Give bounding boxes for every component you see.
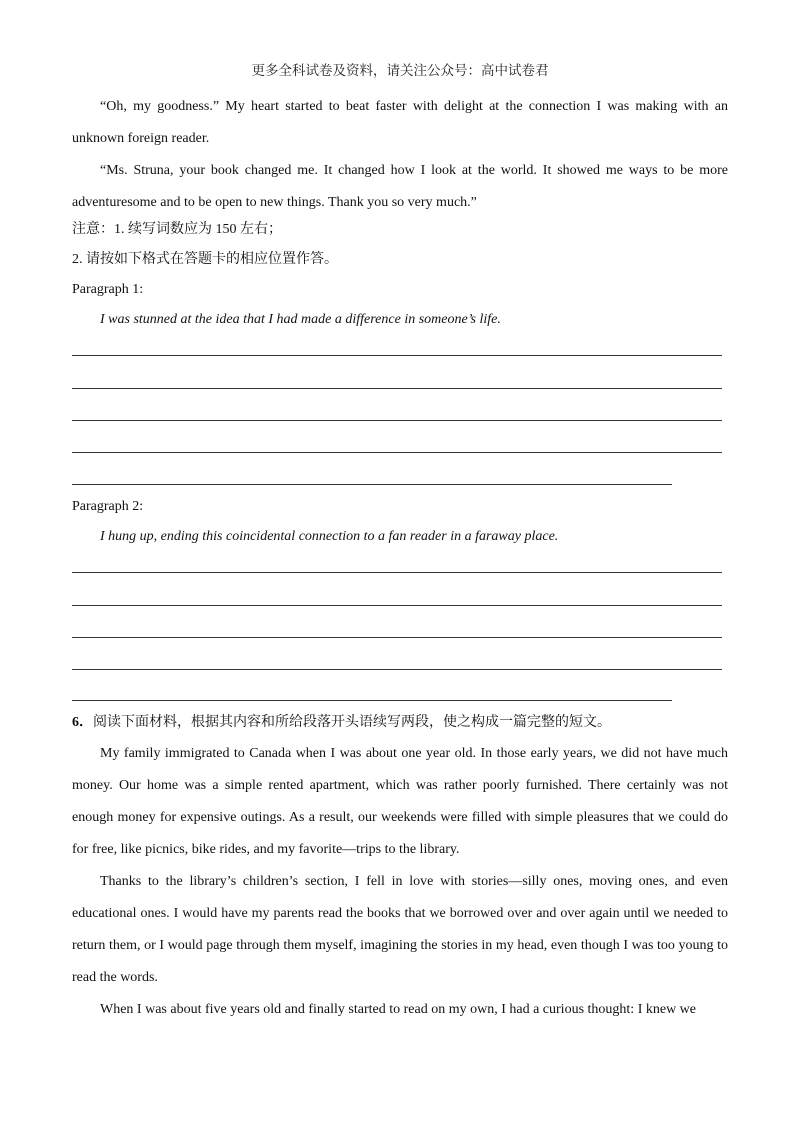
notes xyxy=(72,215,728,275)
paragraph2-label: Paragraph 2: xyxy=(72,499,144,514)
passage-paragraph: “Oh, my goodness.” My heart started to beat faster with delight at the connection I was making with an unknown foreign reader. xyxy=(72,99,728,146)
question-instruction: 阅读下面材料，根据其内容和所给段落开头语续写两段，使之构成一篇完整的短文。 xyxy=(93,715,611,730)
paragraph1-label: Paragraph 1: xyxy=(72,282,144,297)
passage-paragraph: “Ms. Struna, your book changed me. It changed how I look at the world. It showed me ways to be more adventuresome and to be open to new things. Thank you so very much.” xyxy=(72,163,728,210)
answer-line[interactable] xyxy=(72,637,722,638)
answer-line[interactable] xyxy=(72,452,722,453)
page-header: 更多全科试卷及资料，请关注公众号：高中试卷君 xyxy=(251,63,549,78)
paragraph1-section xyxy=(72,275,728,335)
answer-line[interactable] xyxy=(72,355,722,356)
answer-line[interactable] xyxy=(72,700,672,701)
answer-line[interactable] xyxy=(72,669,722,670)
answer-line[interactable] xyxy=(72,605,722,606)
question-number: 6． xyxy=(72,715,93,730)
story-paragraph: Thanks to the library’s children’s section, I fell in love with stories—silly ones, moving ones, and even educational ones. I would have my parents read the books that we borrowed over and over again until we needed to return them, or I would page through them myself, imagining the stories in my head, even though I was too young to read the words. xyxy=(72,874,728,985)
paragraph2-section xyxy=(72,492,728,552)
story-paragraph: My family immigrated to Canada when I was about one year old. In those early years, we did not have much money. Our home was a simple rented apartment, which was rather poorly furnished. There certainly was not enough money for expensive outings. As a result, our weekends were filled with simple pleasures that we could do for free, like picnics, bike rides, and my favorite—trips to the library. xyxy=(72,746,728,857)
passage-top xyxy=(72,91,728,219)
note-word-count: 注意：1. 续写词数应为 150 左右； xyxy=(72,222,282,237)
answer-line[interactable] xyxy=(72,420,722,421)
question6 xyxy=(72,708,728,1026)
paragraph2-starter: I hung up, ending this coincidental connection to a fan reader in a faraway place. xyxy=(100,529,559,544)
answer-line[interactable] xyxy=(72,388,722,389)
answer-line[interactable] xyxy=(72,484,672,485)
paragraph1-starter: I was stunned at the idea that I had made a difference in someone’s life. xyxy=(100,312,501,327)
question6-instruction xyxy=(72,708,728,738)
note-format: 2. 请按如下格式在答题卡的相应位置作答。 xyxy=(72,252,338,267)
story-paragraph: When I was about five years old and finally started to read on my own, I had a curious thought: I knew we xyxy=(100,1002,696,1017)
answer-line[interactable] xyxy=(72,572,722,573)
